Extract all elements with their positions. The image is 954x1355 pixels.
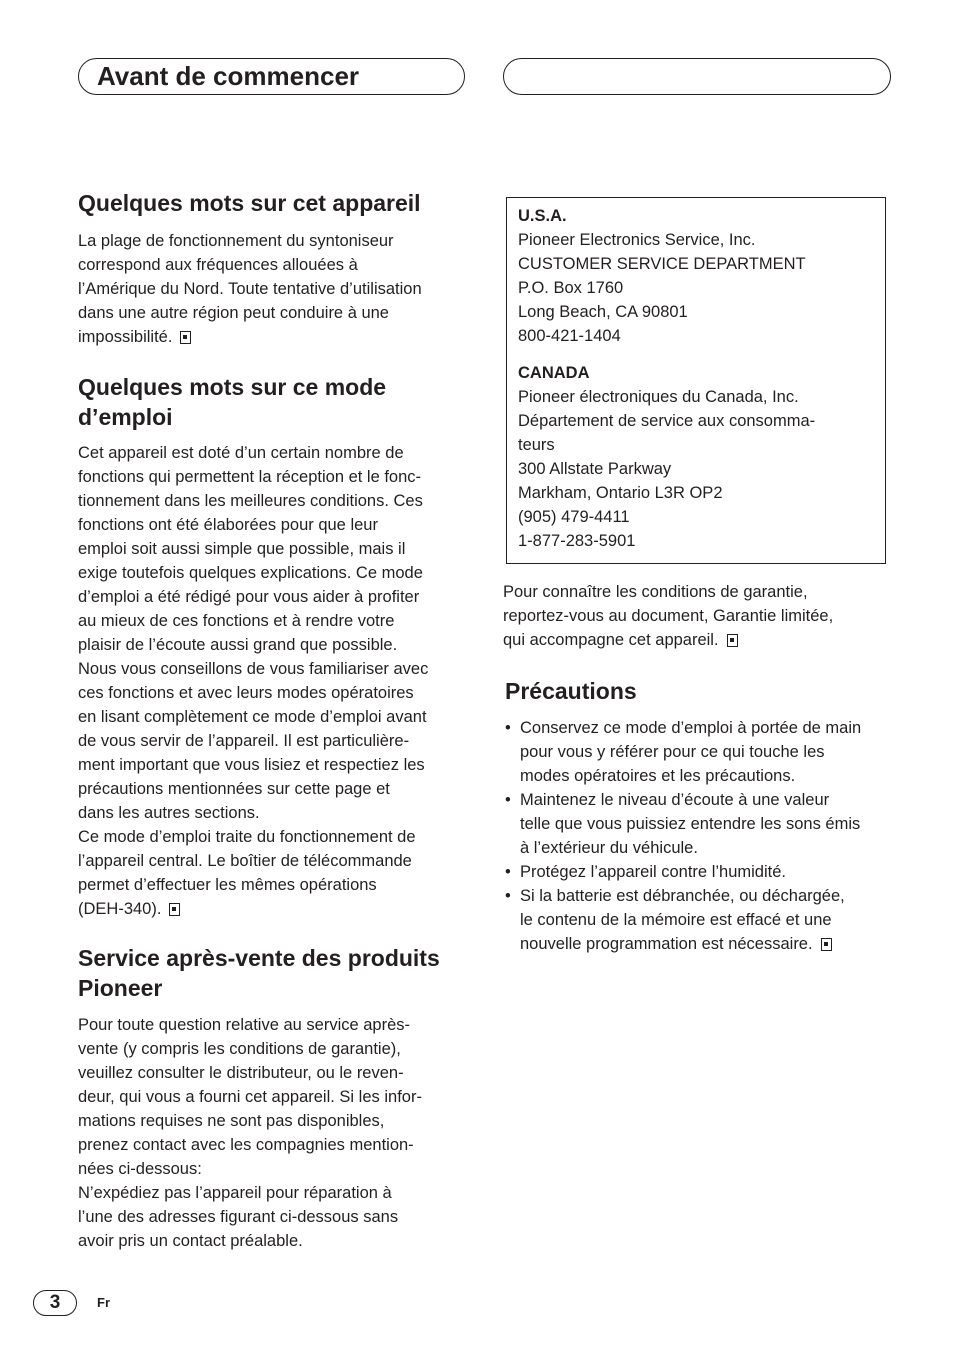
heading-mode-emploi — [78, 372, 386, 432]
text-line: Pioneer — [78, 975, 163, 1001]
text-line: N’expédiez pas l’appareil pour réparation à — [78, 1184, 392, 1202]
text-line: Précautions — [505, 678, 637, 704]
text-line: tionnement dans les meilleures conditions. Ces — [78, 492, 423, 510]
text-line: (905) 479-4411 — [518, 508, 630, 526]
text-line: pour vous y référer pour ce qui touche les — [520, 743, 825, 761]
precautions-list — [505, 716, 861, 956]
text-line: U.S.A. — [518, 207, 567, 225]
precaution-item — [505, 884, 861, 956]
text-line: au mieux de ces fonctions et à rendre votre — [78, 612, 395, 630]
heading-appareil — [78, 188, 421, 218]
text-line: Markham, Ontario L3R OP2 — [518, 484, 723, 502]
heading-precautions — [505, 676, 637, 706]
text-line: qui accompagne cet appareil. — [503, 628, 833, 652]
text-line: exige toutefois quelques explications. Ce mode — [78, 564, 423, 582]
text-line: • Protégez l’appareil contre l’humidité. — [520, 863, 786, 881]
text-line: Quelques mots sur cet appareil — [78, 190, 421, 216]
text-line: CUSTOMER SERVICE DEPARTMENT — [518, 255, 806, 273]
text-line: nées ci-dessous: — [78, 1160, 202, 1178]
text-line: Nous vous conseillons de vous familiariser avec — [78, 660, 429, 678]
text-line: • Si la batterie est débranchée, ou déchargée, — [520, 887, 845, 905]
text-line: plaisir de l’écoute aussi grand que possible. — [78, 636, 398, 654]
paragraph-appareil — [78, 229, 422, 349]
page-number: 3 — [33, 1290, 77, 1316]
text-line: Long Beach, CA 90801 — [518, 303, 688, 321]
text-line: Service après-vente des produits — [78, 945, 440, 971]
address-usa — [518, 204, 806, 348]
text-line: • Conservez ce mode d’emploi à portée de main — [520, 719, 862, 737]
empty-header-tab — [503, 58, 891, 95]
text-line: La plage de fonctionnement du syntoniseur — [78, 232, 394, 250]
heading-service — [78, 943, 440, 1003]
text-line: modes opératoires et les précautions. — [520, 767, 796, 785]
paragraph-service — [78, 1013, 422, 1253]
text-line: avoir pris un contact préalable. — [78, 1232, 303, 1250]
end-of-section-icon — [821, 938, 832, 951]
end-of-section-icon — [180, 331, 191, 344]
text-line: deur, qui vous a fourni cet appareil. Si les infor- — [78, 1088, 422, 1106]
text-line: précautions mentionnées sur cette page et — [78, 780, 390, 798]
text-line: P.O. Box 1760 — [518, 279, 624, 297]
text-line: correspond aux fréquences allouées à — [78, 256, 358, 274]
precaution-item — [505, 716, 861, 788]
end-of-section-icon — [727, 634, 738, 647]
paragraph-warranty — [503, 580, 833, 652]
precaution-item — [505, 788, 861, 860]
text-line: Pioneer Electronics Service, Inc. — [518, 231, 756, 249]
text-line: Pioneer électroniques du Canada, Inc. — [518, 388, 799, 406]
text-line: Quelques mots sur ce mode — [78, 374, 387, 400]
text-line: permet d’effectuer les mêmes opérations — [78, 876, 377, 894]
text-line: l’appareil central. Le boîtier de télécommande — [78, 852, 412, 870]
text-line: 1-877-283-5901 — [518, 532, 636, 550]
text-line: dans les autres sections. — [78, 804, 260, 822]
text-line: nouvelle programmation est nécessaire. — [520, 932, 861, 956]
text-line: ment important que vous lisiez et respectiez les — [78, 756, 425, 774]
text-line: • Maintenez le niveau d’écoute à une valeur — [520, 791, 830, 809]
language-label: Fr — [97, 1295, 110, 1310]
text-line: emploi soit aussi simple que possible, mais il — [78, 540, 406, 558]
address-canada — [518, 361, 815, 553]
text-line: telle que vous puissiez entendre les sons émis — [520, 815, 861, 833]
text-line: dans une autre région peut conduire à une — [78, 304, 389, 322]
text-line: prenez contact avec les compagnies mention- — [78, 1136, 414, 1154]
text-line: Pour connaître les conditions de garantie, — [503, 583, 808, 601]
text-line: Ce mode d’emploi traite du fonctionnement de — [78, 828, 416, 846]
text-line: impossibilité. — [78, 325, 422, 349]
text-line: Département de service aux consomma- — [518, 412, 816, 430]
text-line: d’emploi a été rédigé pour vous aider à profiter — [78, 588, 420, 606]
text-line: ces fonctions et avec leurs modes opératoires — [78, 684, 414, 702]
text-line: reportez-vous au document, Garantie limitée, — [503, 607, 834, 625]
text-line: l’une des adresses figurant ci-dessous sans — [78, 1208, 399, 1226]
text-line: 300 Allstate Parkway — [518, 460, 672, 478]
text-line: l’Amérique du Nord. Toute tentative d’utilisation — [78, 280, 422, 298]
text-line: mations requises ne sont pas disponibles, — [78, 1112, 385, 1130]
text-line: de vous servir de l’appareil. Il est particulière- — [78, 732, 410, 750]
text-line: vente (y compris les conditions de garantie), — [78, 1040, 401, 1058]
text-line: fonctions qui permettent la réception et le fonc- — [78, 468, 422, 486]
text-line: en lisant complètement ce mode d’emploi avant — [78, 708, 427, 726]
text-line: Cet appareil est doté d’un certain nombre de — [78, 444, 404, 462]
text-line: à l’extérieur du véhicule. — [520, 839, 698, 857]
text-line: Pour toute question relative au service après- — [78, 1016, 411, 1034]
text-line: (DEH-340). — [78, 897, 428, 921]
precaution-item — [505, 860, 861, 884]
text-line: teurs — [518, 436, 555, 454]
text-line: CANADA — [518, 364, 590, 382]
text-line: le contenu de la mémoire est effacé et une — [520, 911, 832, 929]
text-line: 800-421-1404 — [518, 327, 621, 345]
end-of-section-icon — [169, 903, 180, 916]
section-header-tab — [78, 58, 465, 95]
paragraph-mode-emploi — [78, 441, 428, 921]
text-line: veuillez consulter le distributeur, ou le reven- — [78, 1064, 404, 1082]
page-title: Avant de commencer — [97, 61, 360, 91]
text-line: d’emploi — [78, 404, 173, 430]
text-line: fonctions ont été élaborées pour que leur — [78, 516, 378, 534]
